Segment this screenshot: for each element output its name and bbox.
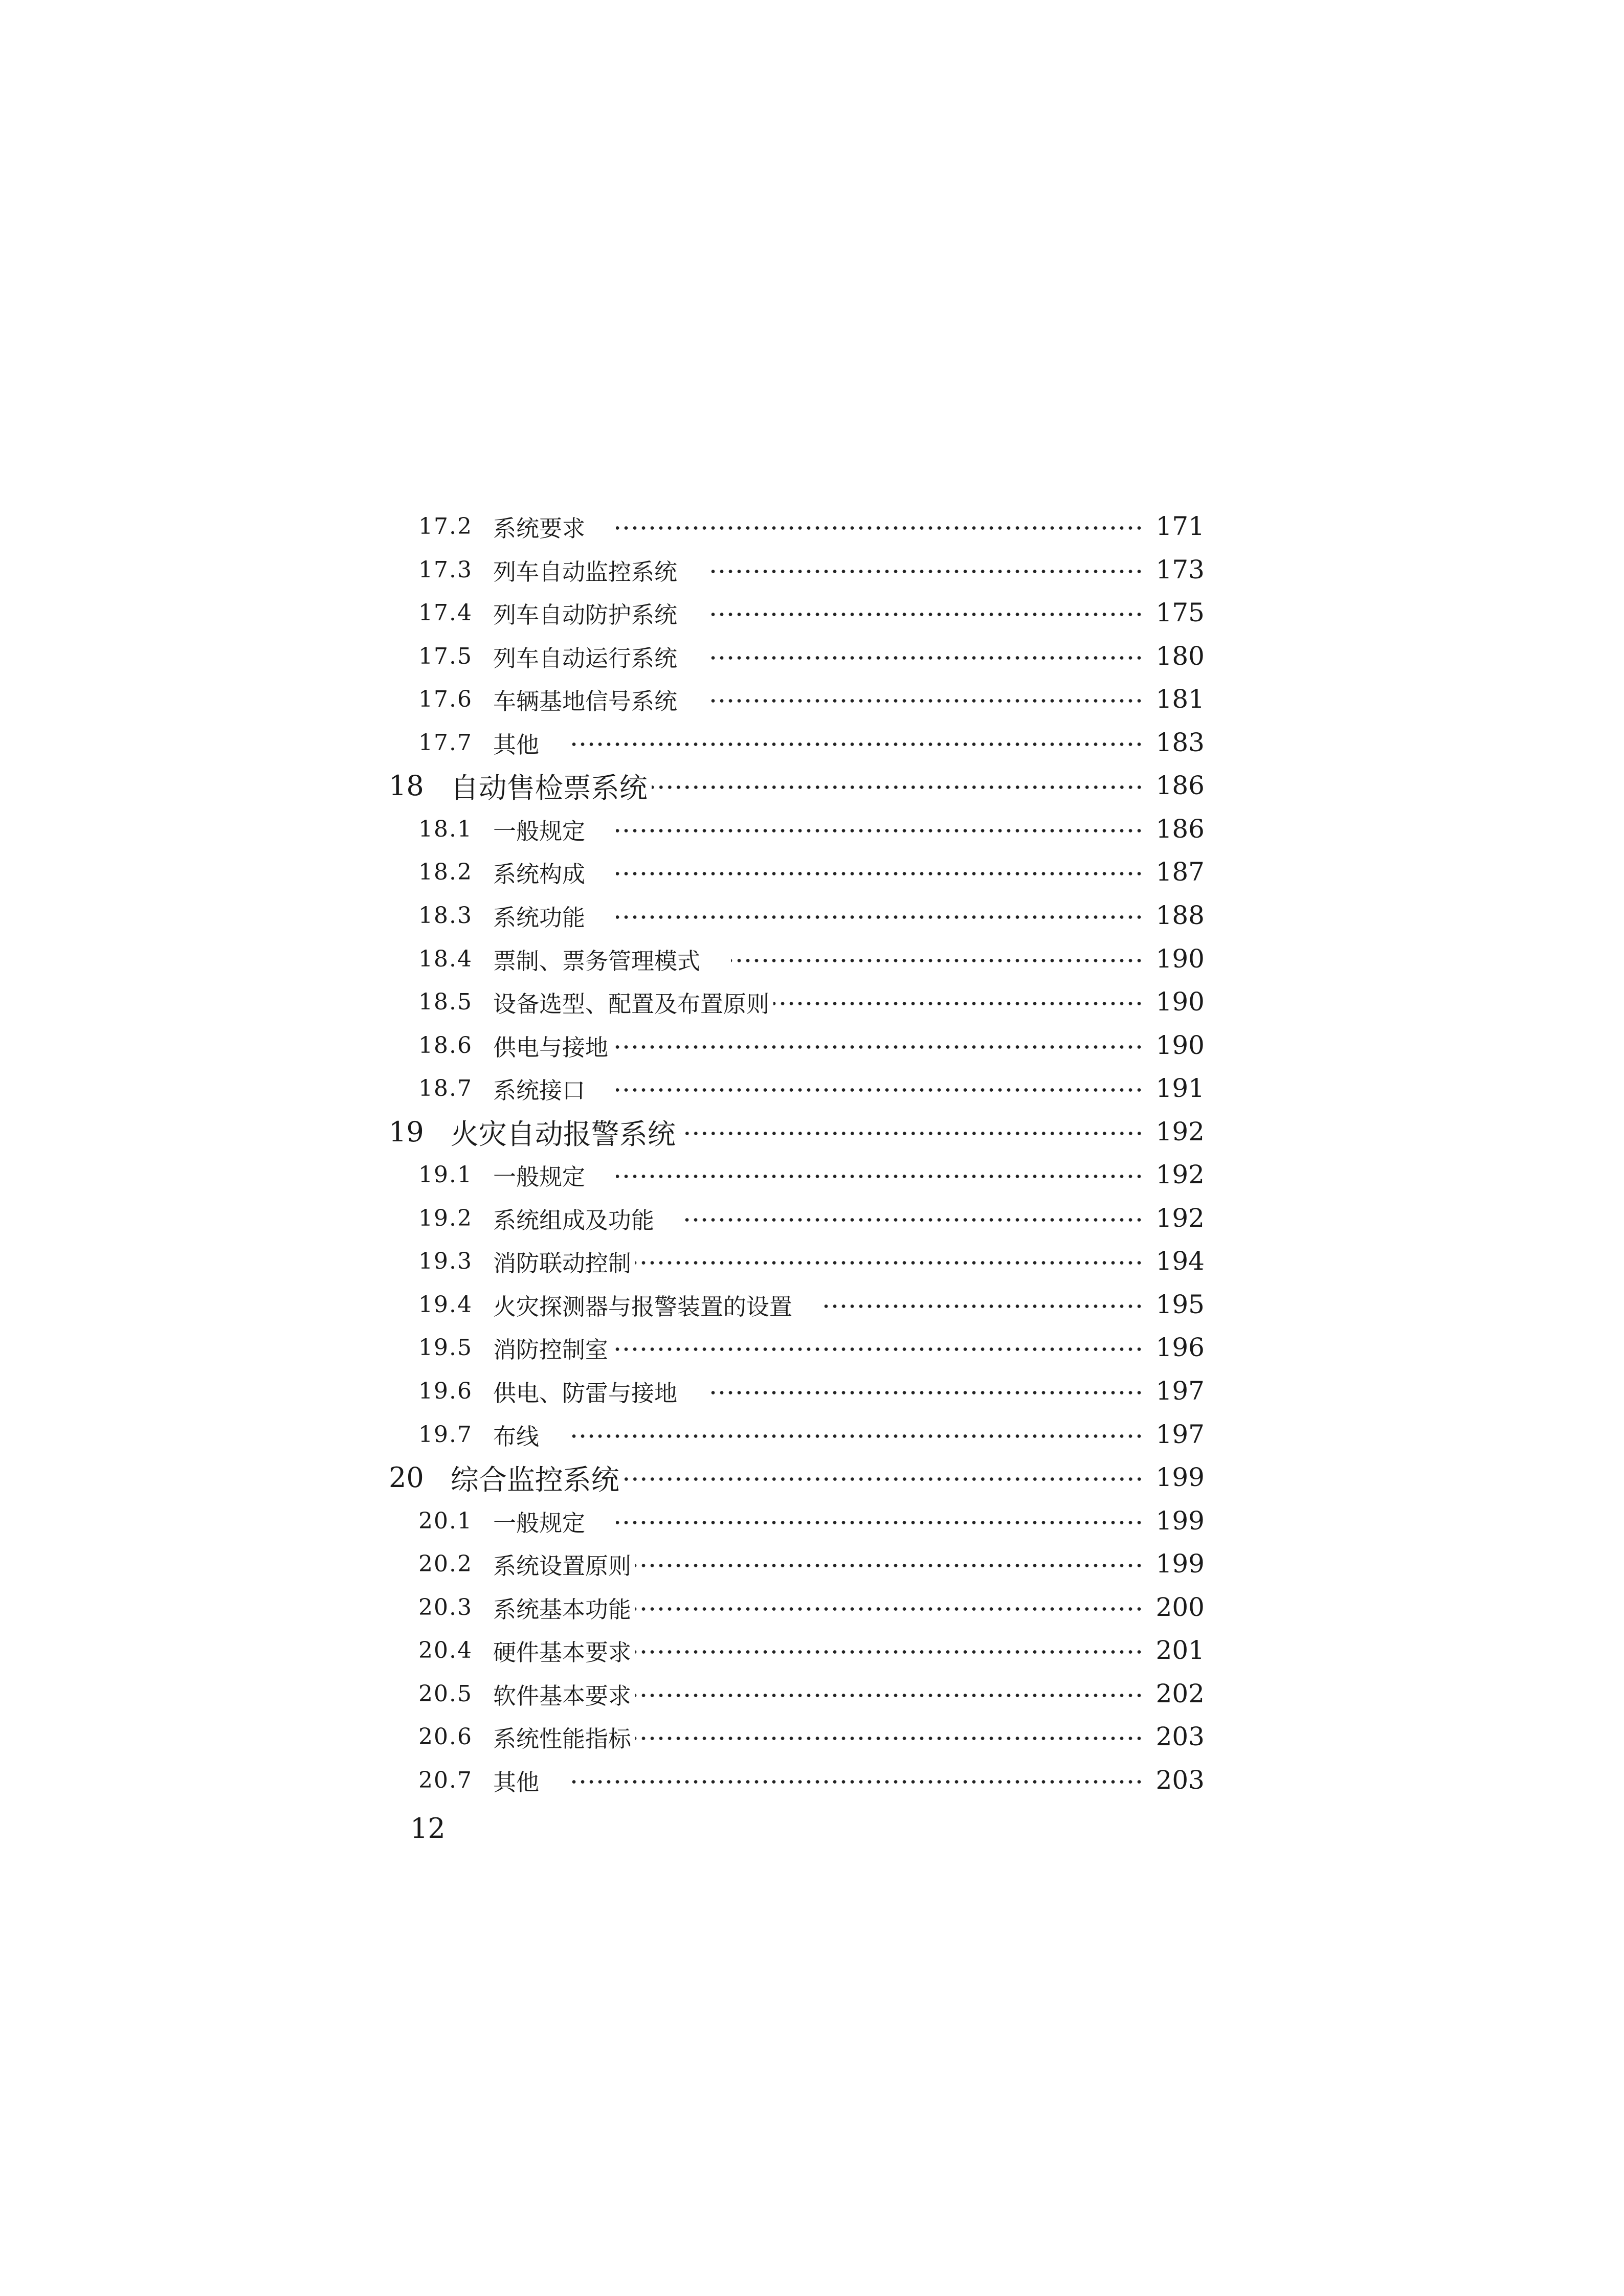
toc-chapter-row <box>389 1456 1205 1499</box>
toc-entry-number: 18.6 <box>418 1032 473 1059</box>
toc-entry-page: 192 <box>1155 1117 1205 1146</box>
toc-section-row <box>418 1629 1205 1672</box>
toc-entry-title: 系统基本功能 <box>493 1595 632 1623</box>
toc-dot-leader <box>773 1002 1144 1005</box>
toc-entry-number: 20.1 <box>418 1507 473 1534</box>
toc-dot-leader <box>731 959 1144 962</box>
toc-entry-number: 17.5 <box>418 643 473 669</box>
toc-dot-leader <box>708 1391 1144 1394</box>
toc-entry-title: 系统构成 <box>493 860 586 888</box>
toc-dot-leader <box>823 1304 1144 1308</box>
toc-entry-number: 18.2 <box>418 859 473 885</box>
toc-entry-page: 199 <box>1155 1462 1205 1492</box>
toc-entry-page: 186 <box>1155 814 1205 844</box>
toc-section-row <box>418 1715 1205 1758</box>
toc-entry-page: 190 <box>1155 987 1205 1017</box>
toc-entry-page: 203 <box>1155 1765 1205 1795</box>
toc-dot-leader <box>635 1737 1144 1740</box>
toc-section-row <box>418 1240 1205 1282</box>
toc-dot-leader <box>616 1175 1144 1178</box>
toc-dot-leader <box>570 1434 1144 1438</box>
toc-section-row <box>418 850 1205 893</box>
toc-entry-number: 19.4 <box>418 1291 473 1318</box>
toc-dot-leader <box>612 1347 1144 1351</box>
toc-entry-page: 199 <box>1155 1506 1205 1536</box>
toc-entry-page: 188 <box>1155 901 1205 930</box>
toc-section-row <box>418 548 1205 591</box>
toc-dot-leader <box>616 872 1144 875</box>
toc-section-row <box>418 1067 1205 1110</box>
toc-entry-title: 系统组成及功能 <box>493 1206 655 1234</box>
toc-entry-number: 18 <box>389 769 424 802</box>
toc-entry-page: 181 <box>1155 684 1205 714</box>
toc-section-row <box>418 1153 1205 1196</box>
toc-entry-page: 196 <box>1155 1333 1205 1362</box>
toc-dot-leader <box>685 1218 1144 1222</box>
toc-entry-number: 19.7 <box>418 1421 473 1448</box>
toc-section-row <box>418 721 1205 764</box>
toc-entry-number: 19.6 <box>418 1378 473 1404</box>
toc-section-row <box>418 980 1205 1023</box>
toc-dot-leader <box>652 785 1144 789</box>
toc-dot-leader <box>616 829 1144 832</box>
toc-entry-page: 199 <box>1155 1549 1205 1579</box>
toc-entry-number: 20.6 <box>418 1723 473 1750</box>
toc-dot-leader <box>635 1607 1144 1611</box>
toc-dot-leader <box>708 656 1144 660</box>
toc-entry-page: 171 <box>1155 511 1205 541</box>
toc-entry-number: 17.6 <box>418 686 473 712</box>
toc-entry-title: 硬件基本要求 <box>493 1638 632 1666</box>
toc-entry-title: 车辆基地信号系统 <box>493 687 678 715</box>
toc-entry-number: 20.3 <box>418 1594 473 1620</box>
toc-dot-leader <box>616 1088 1144 1092</box>
toc-entry-title: 消防控制室 <box>493 1336 609 1363</box>
toc-entry-number: 18.5 <box>418 988 473 1015</box>
toc-section-row <box>418 1672 1205 1715</box>
toc-entry-page: 173 <box>1155 555 1205 584</box>
toc-entry-number: 17.3 <box>418 556 473 583</box>
toc-entry-number: 17.7 <box>418 729 473 756</box>
toc-section-row <box>418 937 1205 980</box>
toc-chapter-row <box>389 764 1205 807</box>
toc-section-row <box>418 894 1205 937</box>
toc-entry-number: 18.4 <box>418 946 473 972</box>
toc-entry-title: 供电、防雷与接地 <box>493 1379 678 1407</box>
toc-entry-title: 其他 <box>493 731 540 758</box>
toc-entry-page: 195 <box>1155 1290 1205 1319</box>
toc-entry-page: 197 <box>1155 1376 1205 1406</box>
toc-dot-leader <box>616 1521 1144 1524</box>
toc-dot-leader <box>635 1650 1144 1654</box>
toc-entry-title: 系统功能 <box>493 904 586 931</box>
toc-entry-number: 19.5 <box>418 1334 473 1361</box>
toc-dot-leader <box>708 699 1144 703</box>
toc-dot-leader <box>570 742 1144 746</box>
toc-entry-number: 17.2 <box>418 513 473 539</box>
toc-dot-leader <box>624 1477 1144 1481</box>
toc-entry-number: 19.2 <box>418 1205 473 1231</box>
toc-entry-title: 票制、票务管理模式 <box>493 947 701 975</box>
toc-entry-title: 布线 <box>493 1423 540 1450</box>
toc-entry-page: 180 <box>1155 641 1205 671</box>
toc-dot-leader <box>616 915 1144 919</box>
toc-entry-page: 203 <box>1155 1722 1205 1751</box>
toc-section-row <box>418 1326 1205 1369</box>
toc-entry-page: 190 <box>1155 1030 1205 1060</box>
toc-entry-title: 软件基本要求 <box>493 1682 632 1709</box>
toc-section-row <box>418 1499 1205 1542</box>
toc-entry-title: 火灾自动报警系统 <box>450 1117 676 1151</box>
toc-section-row <box>418 1197 1205 1240</box>
toc-section-row <box>418 1369 1205 1412</box>
toc-entry-page: 186 <box>1155 771 1205 800</box>
toc-dot-leader <box>616 526 1144 530</box>
toc-entry-page: 192 <box>1155 1160 1205 1189</box>
toc-section-row <box>418 1283 1205 1326</box>
toc-section-row <box>418 1759 1205 1802</box>
toc-entry-number: 20.7 <box>418 1767 473 1793</box>
toc-entry-number: 19 <box>389 1115 424 1148</box>
toc-entry-number: 17.4 <box>418 599 473 626</box>
toc-entry-title: 系统性能指标 <box>493 1725 632 1752</box>
toc-dot-leader <box>708 613 1144 616</box>
toc-entry-title: 综合监控系统 <box>450 1463 619 1496</box>
toc-entry-title: 火灾探测器与报警装置的设置 <box>493 1293 793 1320</box>
toc-dot-leader <box>708 570 1144 573</box>
toc-dot-leader <box>635 1564 1144 1567</box>
toc-section-row <box>418 1542 1205 1585</box>
toc-entry-number: 18.3 <box>418 902 473 929</box>
toc-entry-title: 一般规定 <box>493 817 586 845</box>
toc-section-row <box>418 1024 1205 1067</box>
toc-entry-title: 列车自动监控系统 <box>493 558 678 586</box>
toc-entry-page: 187 <box>1155 857 1205 887</box>
toc-entry-page: 201 <box>1155 1635 1205 1665</box>
toc-entry-title: 系统接口 <box>493 1076 586 1104</box>
page-number: 12 <box>410 1812 446 1844</box>
toc-entry-title: 列车自动运行系统 <box>493 644 678 672</box>
toc-entry-page: 191 <box>1155 1073 1205 1103</box>
toc-entry-number: 20.4 <box>418 1637 473 1663</box>
toc-chapter-row <box>389 1110 1205 1153</box>
toc-entry-title: 其他 <box>493 1768 540 1796</box>
toc-entry-title: 一般规定 <box>493 1163 586 1190</box>
toc-entry-page: 183 <box>1155 728 1205 757</box>
toc-dot-leader <box>635 1694 1144 1697</box>
toc-entry-page: 194 <box>1155 1246 1205 1276</box>
toc-entry-number: 18.7 <box>418 1075 473 1101</box>
toc-section-row <box>418 678 1205 721</box>
toc-entry-title: 列车自动防护系统 <box>493 601 678 628</box>
toc-entry-page: 202 <box>1155 1679 1205 1708</box>
toc-entry-title: 自动售检票系统 <box>450 771 648 804</box>
toc-section-row <box>418 807 1205 850</box>
toc-entry-number: 19.1 <box>418 1161 473 1188</box>
toc-entry-title: 供电与接地 <box>493 1033 609 1061</box>
toc-entry-number: 20.2 <box>418 1550 473 1577</box>
toc-section-row <box>418 635 1205 678</box>
toc-dot-leader <box>612 1045 1144 1049</box>
toc-entry-title: 系统要求 <box>493 514 586 542</box>
toc-entry-number: 20 <box>389 1461 424 1494</box>
toc-entry-title: 系统设置原则 <box>493 1552 632 1580</box>
toc-entry-page: 200 <box>1155 1592 1205 1622</box>
toc-section-row <box>418 1413 1205 1456</box>
toc-entry-page: 175 <box>1155 598 1205 627</box>
toc-entry-title: 设备选型、配置及布置原则 <box>493 990 770 1018</box>
toc-entry-number: 20.5 <box>418 1680 473 1707</box>
toc-dot-leader <box>635 1261 1144 1265</box>
toc-entry-page: 192 <box>1155 1203 1205 1233</box>
toc-section-row <box>418 505 1205 548</box>
toc-entry-page: 197 <box>1155 1420 1205 1449</box>
toc-entry-title: 一般规定 <box>493 1509 586 1537</box>
toc-section-row <box>418 591 1205 634</box>
toc-dot-leader <box>680 1132 1144 1135</box>
toc-entry-number: 18.1 <box>418 816 473 842</box>
toc-section-row <box>418 1586 1205 1629</box>
toc-entry-page: 190 <box>1155 944 1205 974</box>
toc-dot-leader <box>570 1780 1144 1784</box>
toc-entry-title: 消防联动控制 <box>493 1249 632 1277</box>
toc-entry-number: 19.3 <box>418 1248 473 1274</box>
